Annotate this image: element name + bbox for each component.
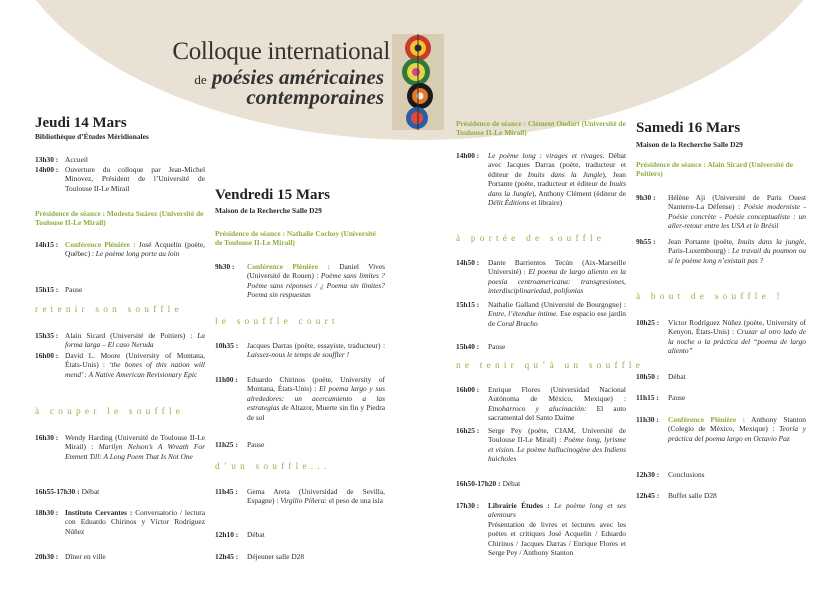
event-1400-fri [456,151,626,207]
event-1625 [456,426,626,464]
event-time: 12h45 : [215,552,239,561]
section-heading: à couper le souffle [35,407,185,417]
event-time: 15h40 : [456,342,480,351]
poet-name: Coral Bracho [496,318,538,328]
event-title: Etnobarroco y alucinación: [488,403,587,413]
book-title: Inuits dans la Jungle [527,169,603,179]
event-speaker: Serge Pey (poète, CIAM, Université de Toulouse II-Le Mirail) : [488,426,626,445]
event-title-rest: El auto sacramental del Santo Daime [488,403,626,423]
event-text: Pause [488,342,506,351]
event-0955 [636,237,806,265]
event-time: 11h45 : [215,487,238,496]
event-2030 [35,552,205,561]
event-time: 9h30 : [215,262,235,271]
venue-label: Instituto Cervantes : [65,508,133,517]
event-1245 [215,552,385,561]
event-text: Débat [81,487,100,496]
event-title: Le poème long : virages et rivages. [488,151,605,160]
event-time: 16h50-17h20 : [456,479,501,488]
event-text: Conversatorio / lectura con Eduardo Chirinos y Víctor Rodríguez Núñez [65,508,206,536]
event-title: Marilyn Nelson’s A Wreath For Emmett Till: A Long Poem That Is Not One [65,442,206,461]
event-1830 [35,508,205,536]
title-line1: Colloque international [172,38,390,65]
event-1100 [215,375,385,422]
delaunay-art-image [392,34,444,130]
event-text: Paris-Luxembourg) : [668,246,732,256]
event-speaker: Anthony Stanton (Colegio de México, Mexique) : [668,415,806,434]
event-time: 15h15 : [35,285,59,294]
event-time: 11h00 : [215,375,238,384]
session-chair: Présidence de séance : Clément Oudart (Université de Toulouse II-Le Mirail) [456,119,626,138]
event-time: 11h15 : [636,393,659,402]
event-title: Poésie moderniste - Poésie concrète - Poésie conceptualiste : un aller-retour entre les USA et le Brésil [668,202,807,231]
event-text: Présentation de livres et lectures avec les poètes et critiques José Acquelin / Eduardo Chirinos / Jacques Darras / Enrique Flores et Serge Pey / Anthony Stanton [488,519,626,558]
event-time: 14h00 : [35,165,59,174]
event-1145 [215,487,385,506]
event-time: 10h50 : [636,372,660,381]
event-1400 [35,165,205,193]
day-jeudi: Jeudi 14 Mars [35,115,127,131]
publisher-name: Délit Éditions [488,198,530,208]
event-speaker: Gema Areta (Universidad de Sevilla, Espagne) : [247,487,385,506]
section-heading: retenir son souffle [35,305,183,315]
event-1025 [636,318,806,356]
event-time: 10h35 : [215,341,239,350]
event-time: 12h10 : [215,530,239,539]
event-text: Pause [247,440,265,449]
event-text: Débat avec Jacques Darras (poète, traducteur et éditeur de [488,151,626,179]
section-heading: d’un souffle... [215,462,331,472]
event-speaker: Víctor Rodríguez Núñez (poète, University of Kenyon, États-Unis) : [668,318,806,337]
event-1730 [456,501,626,557]
book-title: Inuits dans la Jungle [488,179,626,198]
event-speaker: Eduardo Chirinos (poète, University of Montana, États-Unis) : [247,375,385,394]
event-1245-sat [636,491,806,500]
event-speaker: Nathalie Galland (Université de Bourgogne) : [488,300,626,309]
event-1600 [35,351,205,379]
day-samedi: Samedi 16 Mars [636,120,741,136]
event-time: 16h30 : [35,433,59,442]
event-text: ), Anthony Clément (éditeur de [532,188,627,198]
event-time: 14h15 : [35,240,59,249]
event-1330 [35,155,205,164]
venue-label: Librairie Études : [488,501,550,510]
event-time: 12h45 : [636,491,660,500]
event-speaker: Jean Portante (poète, [668,237,738,246]
event-title: Cruzar al otro lado de la noche o la práctica del “poema de largo aliento” [668,327,806,356]
location-vendredi: Maison de la Recherche Salle D29 [215,206,322,215]
event-1515 [35,285,205,294]
event-1655 [35,487,205,496]
event-time: 10h25 : [636,318,660,327]
event-text: et libraire) [529,198,563,208]
section-heading: le souffle court [215,317,339,327]
event-title: Le travail du poumon ou si le poème long n’existait pas ? [668,246,806,265]
event-text: Déjeuner salle D28 [247,552,305,561]
event-1415 [35,240,205,259]
event-speaker: Hélène Aji (Université de Paris Ouest Nanterre-La Défense) : [668,193,806,212]
event-1600-fri [456,385,626,423]
event-speaker: Daniel Vives (Université de Rouen) : [247,262,386,281]
event-0930-sat [636,193,806,231]
event-time: 16h00 : [35,351,59,360]
event-time: 17h30 : [456,501,480,510]
event-title-rest: el peso de una isla [326,496,383,506]
event-time: 13h30 : [35,155,59,164]
event-speaker: Enrique Flores (Universidad Nacional Autónoma de México, Mexique) : [488,385,626,404]
event-text: Débat [668,372,686,381]
location-samedi: Maison de la Recherche Salle D29 [636,140,743,149]
plenary-label: Conférence Plénière : [668,415,746,424]
event-title: Poème sans limites ? Poème sans réponses / ¿ Poema sin límites? Poema sin respuestas [247,271,385,300]
event-0930 [215,262,385,300]
session-chair: Présidence de séance : Modesta Suárez (Université de Toulouse II-Le Mirail) [35,209,204,228]
event-title: Laissez-nous le temps de souffler ! [247,350,350,360]
event-text: Débat [247,530,265,539]
session-chair: Présidence de séance : Nathalie Cochoy (Université de Toulouse II-Le Mirail) [215,229,376,248]
session-chair: Présidence de séance : Alain Sicard (Université de Poitiers) [636,160,794,179]
title-line2-text: poésies américaines [211,65,384,89]
event-time: 15h35 : [35,331,59,340]
event-time: 11h25 : [215,440,238,449]
event-time: 20h30 : [35,552,59,561]
event-speaker: Dante Barrientos Tecún (Aix-Marseille Université) : [488,258,626,277]
section-heading: ne tenir qu’à un souffle [456,361,645,371]
section-heading: à bout de souffle ! [636,292,784,302]
event-time: 15h15 : [456,300,480,309]
event-time: 16h55-17h30 : [35,487,80,496]
event-time: 12h30 : [636,470,660,479]
event-time: 16h25 : [456,426,480,435]
plenary-label: Conférence Plénière : [65,240,136,249]
event-speaker: David L. Moore (University of Montana, États-Unis) : [65,351,205,370]
event-1125 [215,440,385,449]
event-title: La forma larga – El caso Neruda [65,331,205,350]
event-title: Entre, l’étendue intime. [488,309,559,319]
event-time: 14h50 : [456,258,480,267]
event-title: Virgilio Piñera: [280,496,327,506]
event-speaker: Alain Sicard (Université de Poitiers) : [65,331,198,340]
event-text: Buffet salle D28 [668,491,717,500]
event-time: 11h30 : [636,415,659,424]
event-text: Pause [65,285,83,294]
event-1115 [636,393,806,402]
event-speaker: Wendy Harding (Université de Toulouse II-Le Mirail) : [65,433,205,452]
event-speaker: José Acquelin (poète, Québec) : [65,240,205,259]
event-1450 [456,258,626,296]
title-de: de [194,72,207,87]
event-title: Teoría y práctica del poema largo en Octavio Paz [668,424,806,443]
event-text: ), Jean Portante (poète, traducteur et éditeur de [488,169,626,189]
event-title: Le poème long et ses alentours [488,501,626,520]
event-text: Ouverture du colloque par Jean-Michel Minovez, Président de l’Université de Toulouse II-Le Mirail [65,165,205,193]
book-title: Inuits dans la jungle, [737,237,806,246]
event-text: Débat [502,479,521,488]
event-1515-fri [456,300,626,328]
event-1130 [636,415,806,443]
event-time: 16h00 : [456,385,480,394]
event-time: 14h00 : [456,151,480,160]
event-speaker: Jacques Darras (poète, essayiste, traducteur) : [247,341,385,350]
event-text: Ese espacio ese jardín de [488,309,626,328]
event-1535 [35,331,205,350]
title-line3: contemporaines [246,85,384,109]
event-title: Le poème long porte au loin [95,249,180,259]
event-text: Conclusions [668,470,705,479]
event-1650 [456,479,626,488]
event-1035 [215,341,385,360]
event-title: El poema de largo aliento en la poesía centroamericana: transgresiones, interdisciplinariedad, polifonías [488,267,627,296]
event-title: El poema largo y sus alrededores: un acercamiento a las estrategias de [247,384,385,413]
location-jeudi: Bibliothèque d’Études Méridionales [35,132,149,141]
event-time: 18h30 : [35,508,59,517]
event-time: 9h30 : [636,193,656,202]
event-1540 [456,342,626,351]
event-text: Accueil [65,155,88,164]
event-title-rest: Altazor, Muerte sin fin y Piedra de sol [247,403,385,422]
event-text: Dîner en ville [65,552,106,561]
section-heading: à portée de souffle [456,234,606,244]
event-1230 [636,470,806,479]
event-text: Pause [668,393,686,402]
event-1050 [636,372,806,381]
event-1630 [35,433,205,461]
plenary-label: Conférence Plénière : [247,262,330,271]
event-time: 9h55 : [636,237,656,246]
event-title: ‘the bones of this nation will mend’ : A Native American Revisionary Epic [65,360,205,379]
day-vendredi: Vendredi 15 Mars [215,187,331,203]
event-1210 [215,530,385,539]
event-title: Poème long, lyrisme et vision. Le poème hallucinogène des Indiens huicholes [488,435,626,464]
